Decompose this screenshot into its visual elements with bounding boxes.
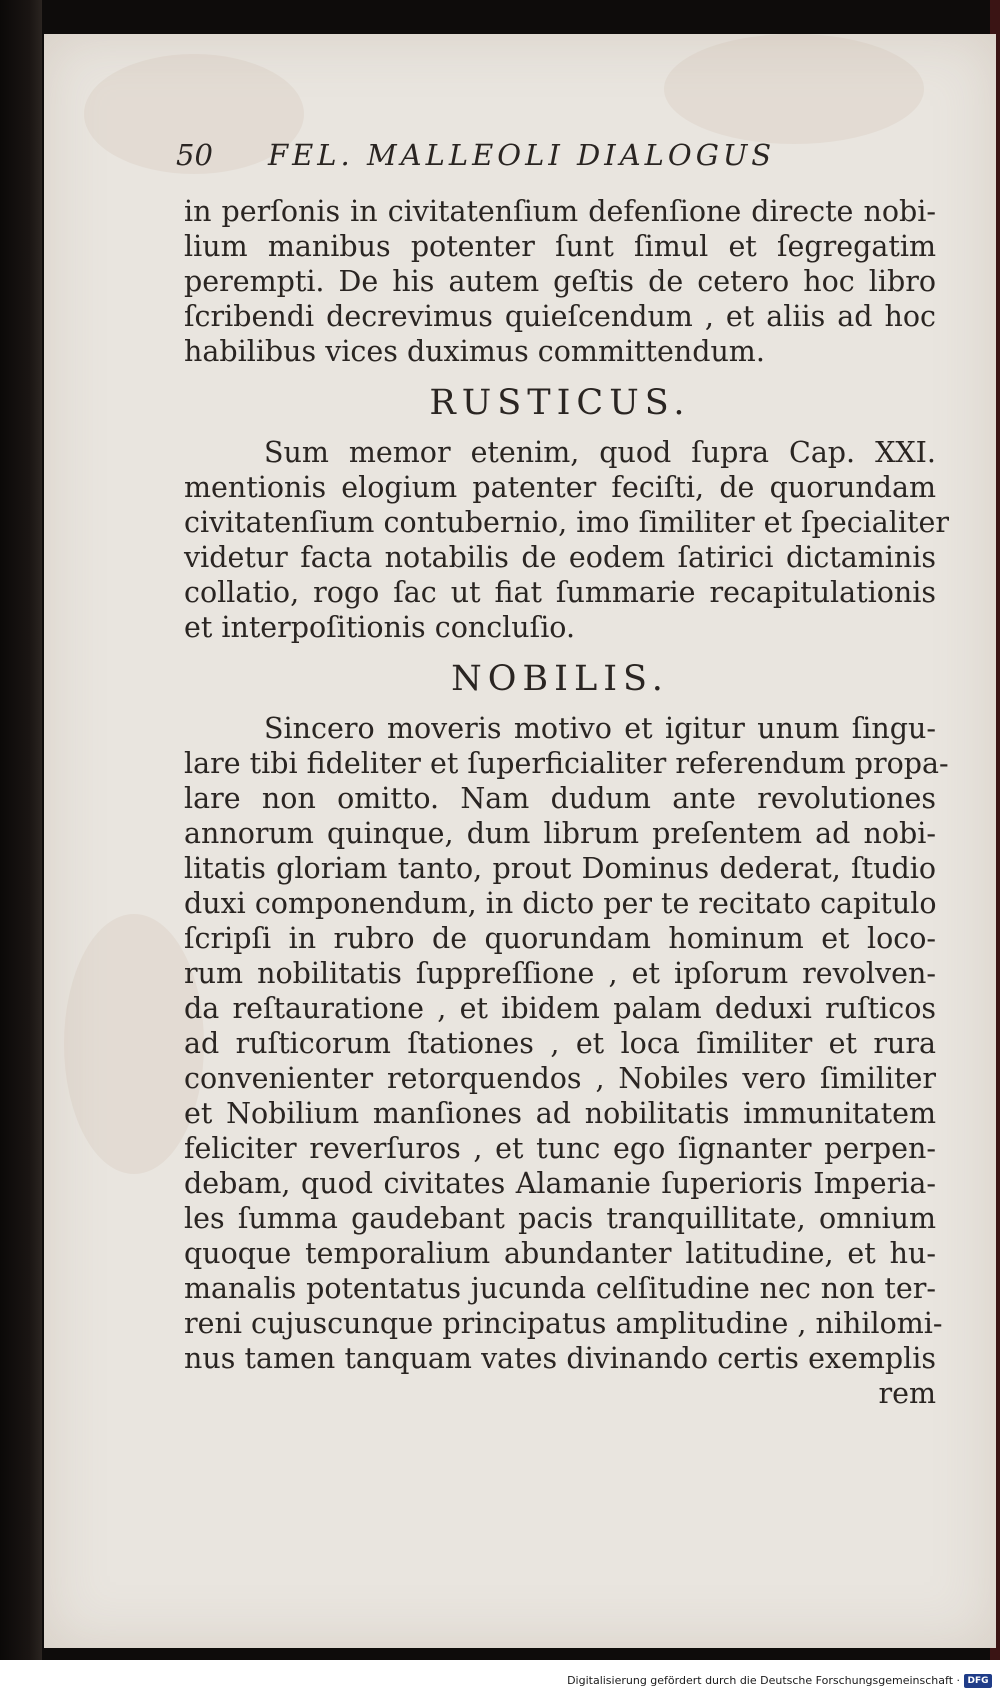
text-line: annorum quinque, dum librum preſentem ad nobi- [184,817,936,850]
book-binding-edge [0,0,42,1660]
text-line: in perſonis in civitatenſium defenſione directe nobi- [184,195,936,228]
paper-stain [64,914,204,1174]
paper-stain [664,34,924,144]
text-line: rum nobilitatis ſuppreſſione , et ipſorum revolven- [184,957,936,990]
text-line: quoque temporalium abundanter latitudine, et hu- [184,1237,936,1270]
text-line: da reſtauratione , et ibidem palam deduxi ruſticos [184,992,936,1025]
running-head: FEL. MALLEOLI DIALOGUS [268,138,776,172]
page-header [176,138,936,190]
text-line: civitatenſium contubernio, imo ſimiliter et ſpecialiter [184,506,949,539]
text-line: lare tibi fideliter et ſuperficialiter referendum propa- [184,747,949,780]
text-line: Sincero moveris motivo et igitur unum ſingu- [264,712,936,745]
catchword: rem [878,1377,936,1410]
text-line: videtur facta notabilis de eodem ſatirici dictaminis [184,541,936,574]
text-line: lium manibus potenter ſunt ſimul et ſegregatim [184,230,936,263]
text-line: convenienter retorquendos , Nobiles vero ſimiliter [184,1062,936,1095]
text-line: lare non omitto. Nam dudum ante revolutiones [184,782,936,815]
text-line: et Nobilium manſiones ad nobilitatis immunitatem [184,1097,936,1130]
text-line: duxi componendum, in dicto per te recitato capitulo [184,887,937,920]
page-text-block [176,138,949,1411]
text-line: habilibus vices duximus committendum. [184,335,765,368]
dfg-logo-icon: DFG [964,1674,992,1688]
paragraph-2 [184,435,949,645]
text-line: mentionis elogium patenter feciſti, de quorundam [184,471,936,504]
speaker-heading-nobilis: NOBILIS. [451,659,669,699]
funding-credit: Digitalisierung gefördert durch die Deutsche Forschungsgemeinschaft · [567,1674,960,1687]
text-line: les ſumma gaudebant pacis tranquillitate, omnium [184,1202,936,1235]
page-number: 50 [176,138,213,172]
text-line: debam, quod civitates Alamanie ſuperioris Imperia- [184,1167,936,1200]
text-line: et interpoſitionis concluſio. [184,611,576,644]
text-line: ad ruſticorum ſtationes , et loca ſimiliter et rura [184,1027,936,1060]
text-line: reni cujuscunque principatus amplitudine , nihilomi- [184,1307,943,1340]
text-line: Sum memor etenim, quod ſupra Cap. XXI. [264,436,936,469]
text-line: ſcripſi in rubro de quorundam hominum et loco- [184,922,936,955]
digitization-footer [0,1660,1000,1694]
speaker-heading-rusticus: RUSTICUS. [429,383,691,423]
text-line: manalis potentatus jucunda celſitudine nec non ter- [184,1272,936,1305]
text-line: litatis gloriam tanto, prout Dominus dederat, ſtudio [184,852,936,885]
text-line: perempti. De his autem geſtis de cetero hoc libro [184,265,936,298]
paragraph-1 [184,194,936,369]
text-line: ſcribendi decrevimus quieſcendum , et aliis ad hoc [184,300,936,333]
text-line: collatio, rogo ſac ut fiat ſummarie recapitulationis [184,576,936,609]
text-line: nus tamen tanquam vates divinando certis exemplis [184,1342,936,1375]
text-line: feliciter reverſuros , et tunc ego ſignanter perpen- [184,1132,936,1165]
book-page [44,34,996,1648]
paragraph-3 [184,711,949,1376]
